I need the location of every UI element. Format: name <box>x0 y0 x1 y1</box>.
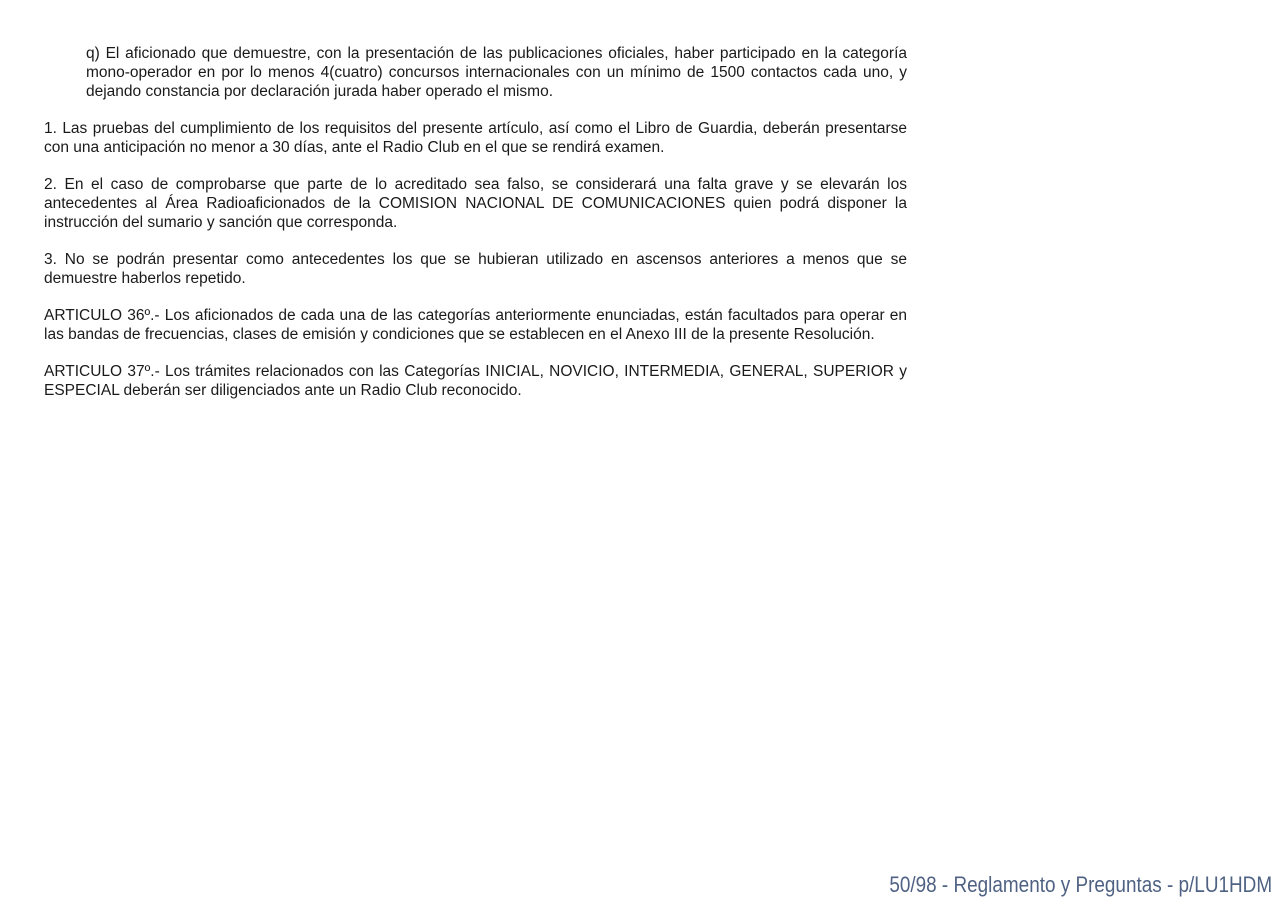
article-37: ARTICULO 37º.- Los trámites relacionados con las Categorías INICIAL, NOVICIO, INTERMEDIA, GENERAL, SUPERIOR y ESPECIAL deberán ser diligenciados ante un Radio Club reconocido. <box>44 363 907 399</box>
page-footer: 50/98 - Reglamento y Preguntas - p/LU1HDM <box>889 872 1272 897</box>
paragraph-2: 2. En el caso de comprobarse que parte de lo acreditado sea falso, se considerará una falta grave y se elevarán los antecedentes al Área Radioaficionados de la COMISION NACIONAL DE COMUNICACIONES quien podrá disponer la instrucción del sumario y sanción que corresponda. <box>44 176 907 231</box>
paragraph-item-q: q) El aficionado que demuestre, con la presentación de las publicaciones oficiales, haber participado en la categoría mono-operador en por lo menos 4(cuatro) concursos internacionales con un mínimo de 1500 contactos cada uno, y dejando constancia por declaración jurada haber operado el mismo. <box>86 45 907 100</box>
article-36: ARTICULO 36º.- Los aficionados de cada una de las categorías anteriormente enunciadas, están facultados para operar en las bandas de frecuencias, clases de emisión y condiciones que se establecen en el Anexo III de la presente Resolución. <box>44 307 907 343</box>
paragraph-1: 1. Las pruebas del cumplimiento de los requisitos del presente artículo, así como el Libro de Guardia, deberán presentarse con una anticipación no menor a 30 días, ante el Radio Club en el que se rendirá examen. <box>44 120 907 156</box>
paragraph-3: 3. No se podrán presentar como antecedentes los que se hubieran utilizado en ascensos anteriores a menos que se demuestre haberlos repetido. <box>44 251 907 287</box>
document-body <box>44 44 907 418</box>
